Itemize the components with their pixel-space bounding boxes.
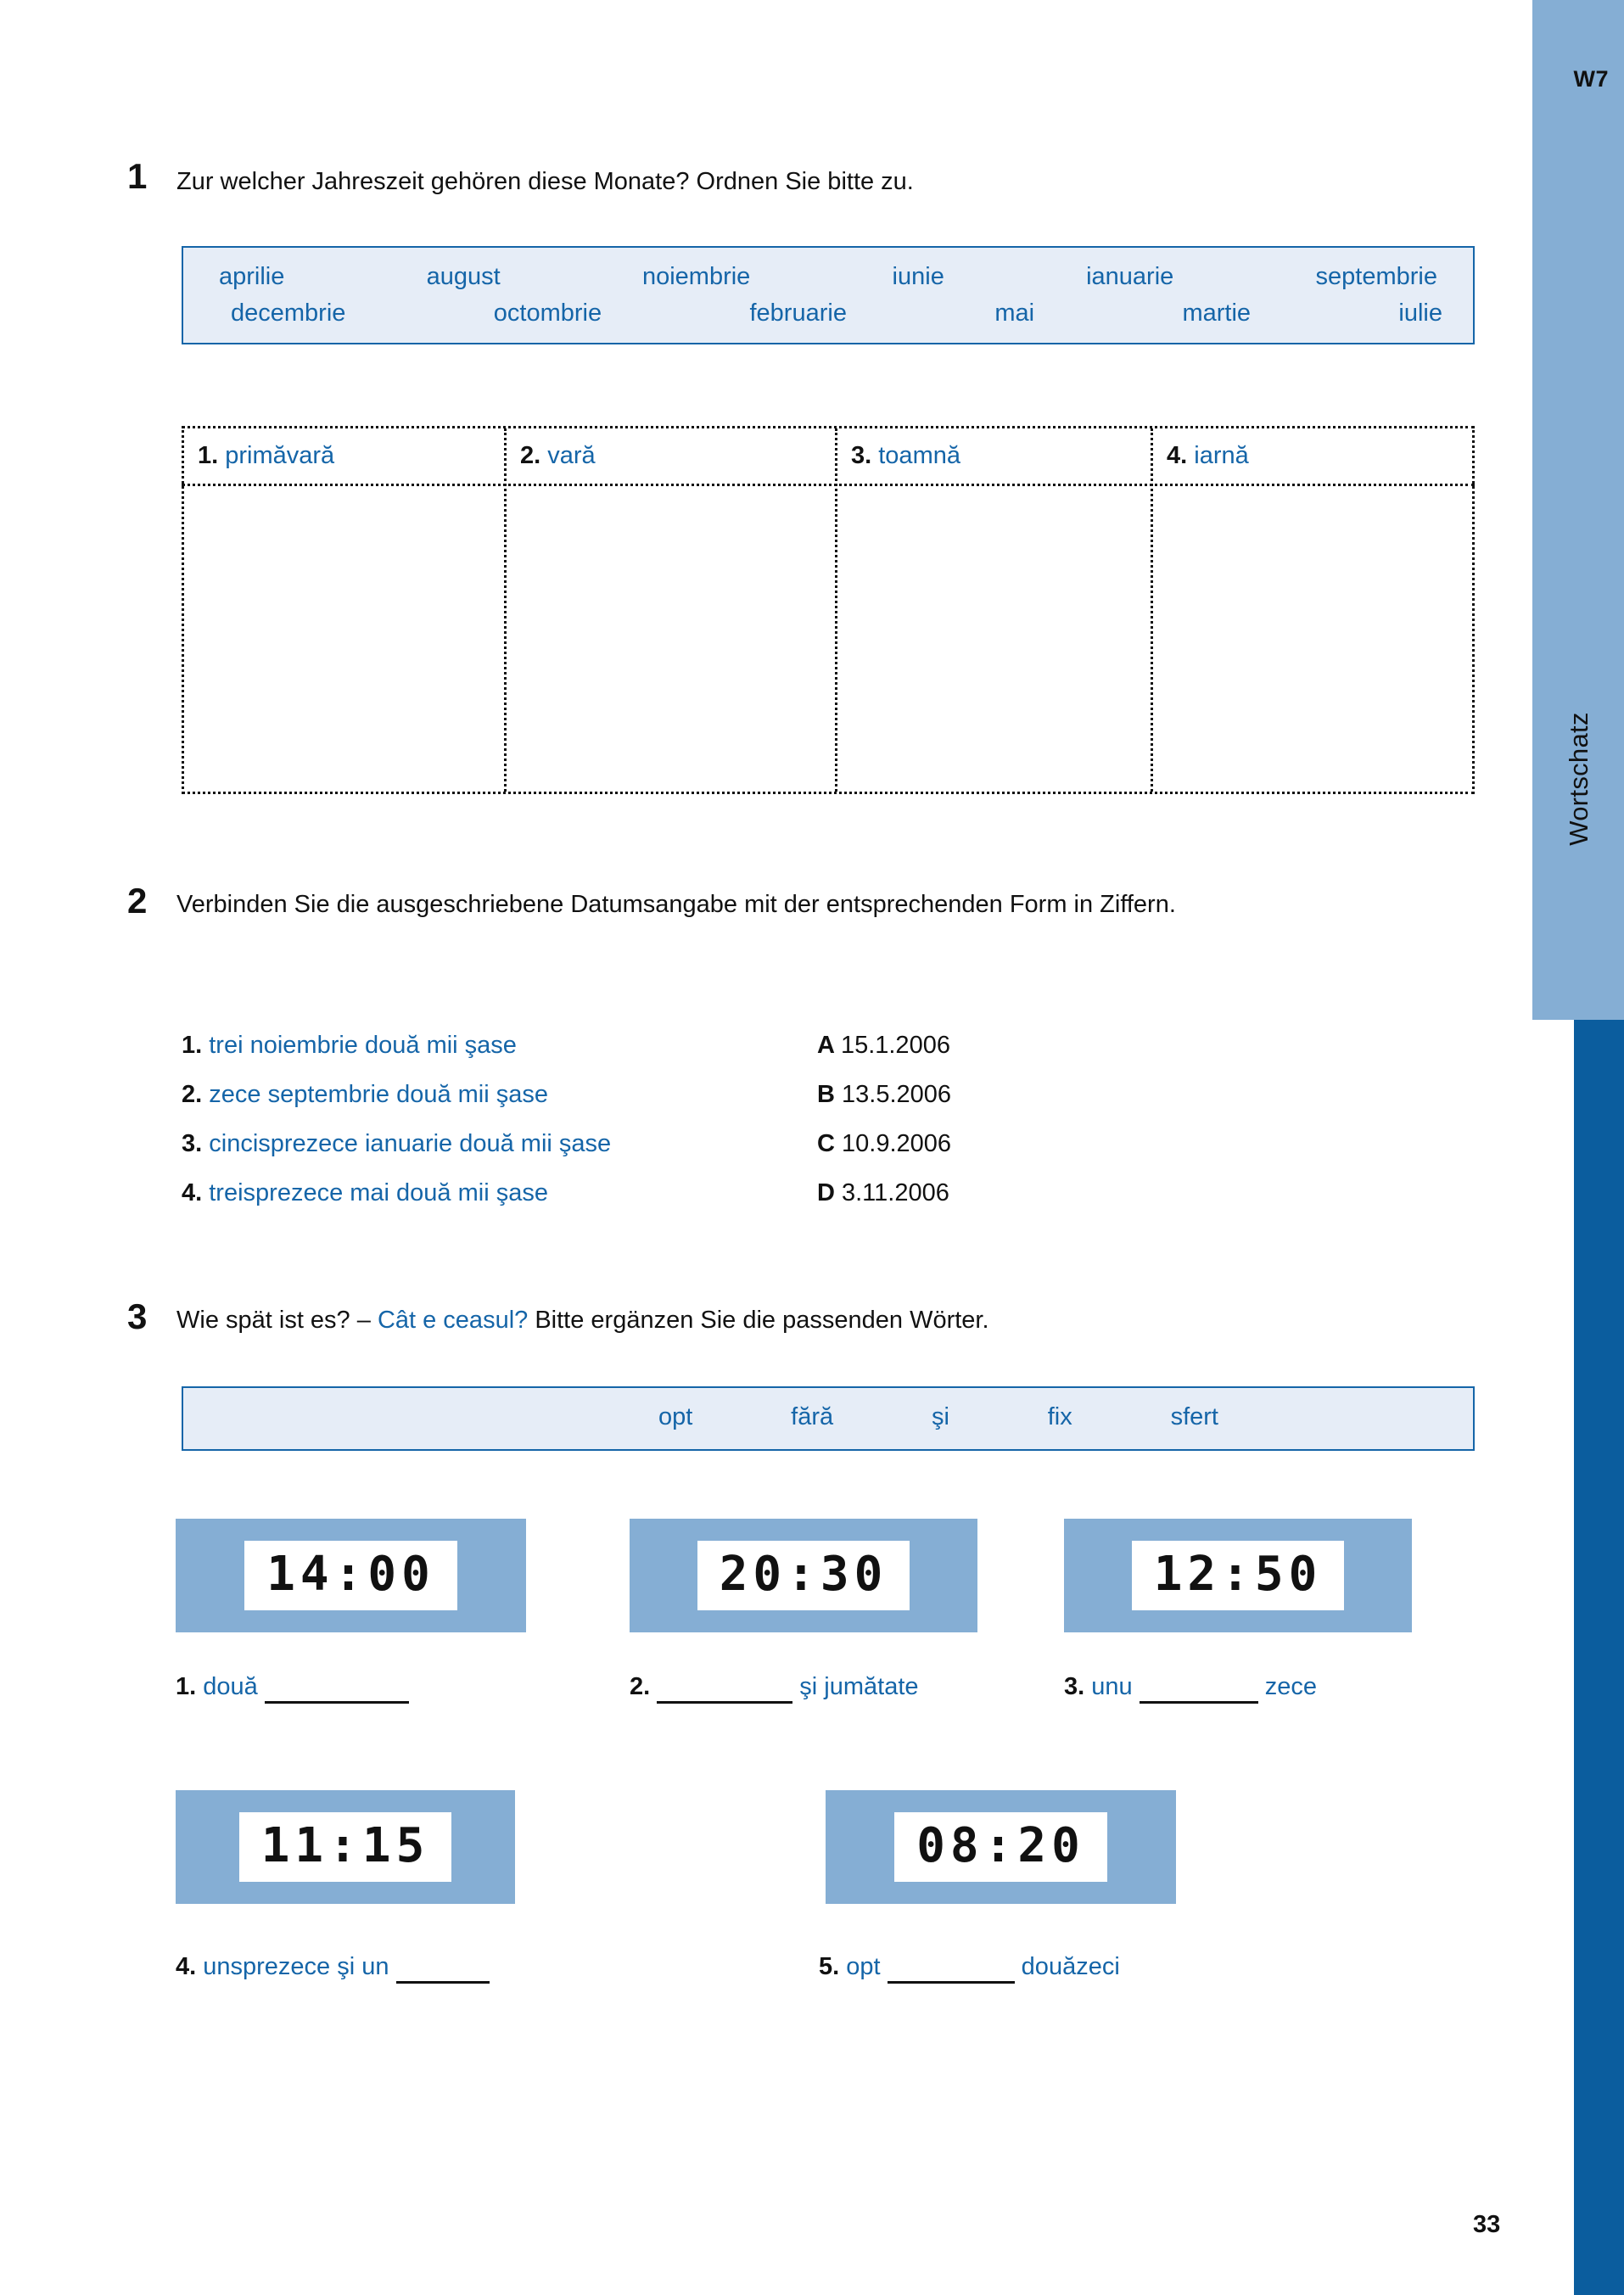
item-index-2: 2.: [182, 1081, 210, 1108]
answer-prefix-3: unu: [1091, 1673, 1140, 1700]
exercise-2-option-D[interactable]: [817, 1179, 949, 1207]
item-index-3: 3.: [182, 1130, 210, 1157]
side-tab: [1532, 0, 1624, 1020]
item-text-2: zece septembrie două mii şase: [209, 1081, 549, 1108]
exercise-2-option-C[interactable]: [817, 1130, 951, 1158]
month-martie: martie: [1182, 299, 1252, 327]
season-name-1: primăvară: [225, 442, 335, 469]
option-letter-B: B: [817, 1081, 842, 1108]
answer-prefix-5: opt: [846, 1953, 888, 1980]
month-mai: mai: [994, 299, 1035, 327]
item-text-1: trei noiembrie două mii şase: [209, 1032, 517, 1059]
exercise-3-answer-3[interactable]: [1064, 1673, 1317, 1704]
season-column-header-2: [520, 442, 596, 470]
answer-blank-4[interactable]: [396, 1953, 490, 1984]
digital-clock-5: [826, 1790, 1176, 1904]
exercise-3-instruction-de-part1: Wie spät ist es? –: [176, 1307, 378, 1334]
season-index-4: 4.: [1167, 442, 1195, 469]
answer-blank-1[interactable]: [265, 1673, 409, 1704]
option-date-C: 10.9.2006: [842, 1130, 952, 1157]
month-iunie: iunie: [892, 263, 944, 290]
season-sorting-table: [182, 426, 1475, 794]
exercise-3-answer-4[interactable]: [176, 1953, 490, 1984]
item-index-4: 4.: [182, 1179, 210, 1206]
digital-clock-1: [176, 1519, 526, 1632]
answer-index-3: 3.: [1064, 1673, 1092, 1700]
option-date-B: 13.5.2006: [842, 1081, 952, 1108]
answer-blank-3[interactable]: [1140, 1673, 1258, 1704]
season-index-3: 3.: [851, 442, 879, 469]
exercise-2-item-4[interactable]: [182, 1179, 548, 1207]
exercise-1-instruction: Zur welcher Jahreszeit gehören diese Monate? Ordnen Sie bitte zu.: [176, 168, 914, 195]
month-aprilie: aprilie: [219, 263, 285, 290]
month-noiembrie: noiembrie: [641, 263, 751, 290]
exercise-3-answer-5[interactable]: [819, 1953, 1120, 1984]
exercise-1-wordbank: [182, 246, 1475, 344]
answer-index-2: 2.: [630, 1673, 658, 1700]
digital-clock-2: [630, 1519, 977, 1632]
answer-blank-5[interactable]: [888, 1953, 1015, 1984]
exercise-3-instruction-de-part2: Bitte ergänzen Sie die passenden Wörter.: [528, 1307, 989, 1334]
exercise-2-item-2[interactable]: [182, 1081, 548, 1109]
side-tab-code: W7: [1573, 66, 1609, 92]
answer-index-4: 4.: [176, 1953, 204, 1980]
month-septembrie: septembrie: [1315, 263, 1437, 290]
wordbank-row-2: [183, 291, 1473, 327]
page-number: 33: [1473, 2211, 1501, 2238]
wordbank-row: [183, 1388, 1473, 1431]
option-letter-D: D: [817, 1179, 842, 1206]
clock-display-5: 08:20: [894, 1812, 1107, 1882]
option-date-D: 3.11.2006: [842, 1179, 949, 1206]
season-index-2: 2.: [520, 442, 548, 469]
answer-suffix-5: douăzeci: [1014, 1953, 1120, 1980]
exercise-3-instruction: [176, 1303, 1449, 1338]
answer-prefix-1: două: [203, 1673, 265, 1700]
month-august: august: [426, 263, 501, 290]
answer-index-5: 5.: [819, 1953, 847, 1980]
season-name-4: iarnă: [1194, 442, 1249, 469]
exercise-1-number: 1: [127, 156, 148, 196]
time-word-fix: fix: [1047, 1403, 1072, 1430]
season-table-header-divider: [182, 484, 1475, 486]
exercise-2-item-3[interactable]: [182, 1130, 611, 1158]
answer-index-1: 1.: [176, 1673, 204, 1700]
season-column-header-3: [851, 442, 960, 470]
exercise-3-answer-2[interactable]: [630, 1673, 919, 1704]
clock-display-1: 14:00: [244, 1541, 457, 1610]
side-bar-accent: [1574, 1020, 1624, 2295]
season-column-header-1: [198, 442, 334, 470]
exercise-2-option-A[interactable]: [817, 1032, 950, 1060]
item-text-4: treisprezece mai două mii şase: [209, 1179, 548, 1206]
season-index-1: 1.: [198, 442, 226, 469]
answer-suffix-2: şi jumătate: [792, 1673, 919, 1700]
side-tab-label: Wortschatz: [1564, 712, 1593, 846]
answer-blank-2[interactable]: [657, 1673, 792, 1704]
option-date-A: 15.1.2006: [840, 1032, 950, 1059]
time-word-şi: şi: [931, 1403, 949, 1430]
month-ianuarie: ianuarie: [1086, 263, 1174, 290]
option-letter-A: A: [817, 1032, 841, 1059]
season-name-2: vară: [547, 442, 596, 469]
clock-display-2: 20:30: [697, 1541, 910, 1610]
clock-display-3: 12:50: [1132, 1541, 1345, 1610]
wordbank-row-1: [183, 248, 1473, 291]
month-iulie: iulie: [1398, 299, 1442, 327]
answer-prefix-4: unsprezece şi un: [203, 1953, 396, 1980]
month-februarie: februarie: [749, 299, 847, 327]
season-column-header-4: [1167, 442, 1249, 470]
time-word-sfert: sfert: [1170, 1403, 1218, 1430]
exercise-3-answer-1[interactable]: [176, 1673, 409, 1704]
option-letter-C: C: [817, 1130, 842, 1157]
digital-clock-4: [176, 1790, 515, 1904]
exercise-2-option-B[interactable]: [817, 1081, 951, 1109]
answer-suffix-3: zece: [1257, 1673, 1318, 1700]
month-octombrie: octombrie: [493, 299, 602, 327]
exercise-2-number: 2: [127, 881, 148, 921]
exercise-3-wordbank: [182, 1386, 1475, 1451]
item-text-3: cincisprezece ianuarie două mii şase: [209, 1130, 612, 1157]
digital-clock-3: [1064, 1519, 1412, 1632]
exercise-3-number: 3: [127, 1296, 148, 1336]
season-name-3: toamnă: [878, 442, 960, 469]
time-word-opt: opt: [658, 1403, 693, 1430]
month-decembrie: decembrie: [231, 299, 346, 327]
time-word-fără: fără: [791, 1403, 834, 1430]
item-index-1: 1.: [182, 1032, 210, 1059]
exercise-2-instruction: Verbinden Sie die ausgeschriebene Datumsangabe mit der entsprechenden Form in Ziffern.: [176, 891, 1176, 918]
exercise-2-item-1[interactable]: [182, 1032, 517, 1060]
exercise-3-instruction-ro: Cât e ceasul?: [377, 1307, 529, 1334]
clock-display-4: 11:15: [239, 1812, 452, 1882]
